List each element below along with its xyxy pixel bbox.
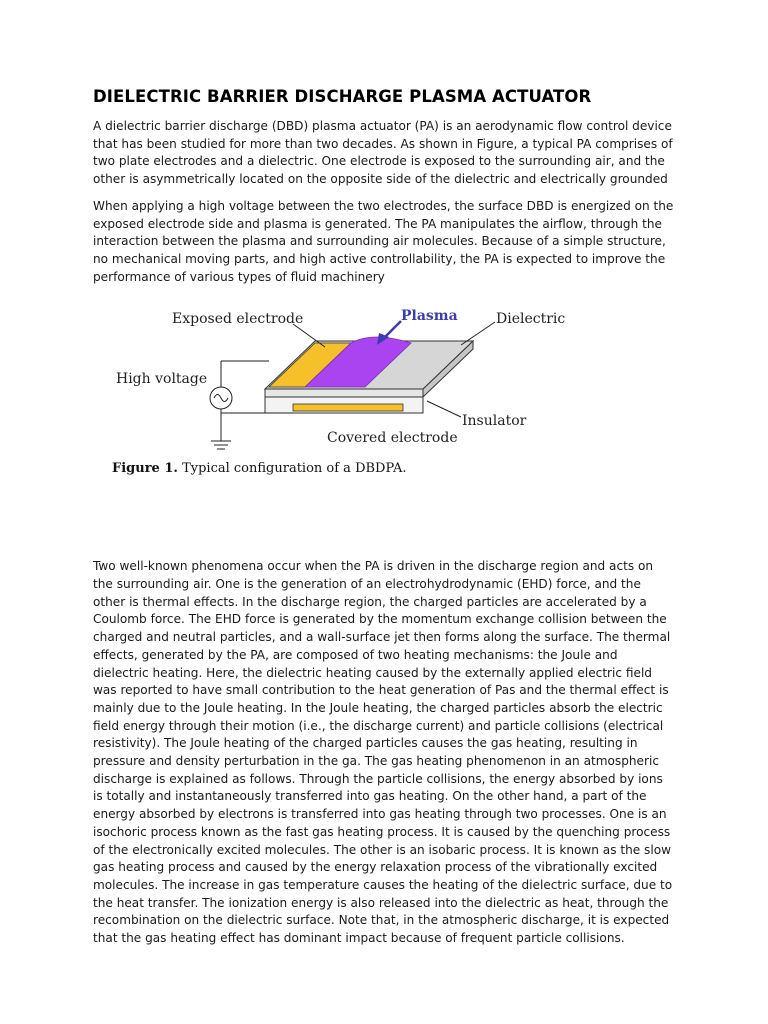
label-covered-electrode: Covered electrode	[327, 430, 458, 447]
label-high-voltage: High voltage	[116, 371, 208, 388]
figure-caption	[112, 461, 407, 476]
figure-caption-text: Typical configuration of a DBDPA.	[177, 461, 407, 477]
label-plasma: Plasma	[401, 308, 458, 325]
covered-electrode-shape	[293, 404, 403, 411]
paragraph-operation: When applying a high voltage between the two electrodes, the surface DBD is energized on the exposed electrode side and plasma is generated. The PA manipulates the airflow, through the interaction between the plasma and surrounding air molecules. Because of a simple structure, no mechanical moving parts, and high active controllability, the PA is expected to improve the performance of various types of fluid machinery	[93, 198, 674, 284]
figure-caption-label: Figure 1.	[112, 461, 178, 477]
document-title: DIELECTRIC BARRIER DISCHARGE PLASMA ACTUATOR	[93, 87, 592, 106]
dbd-figure	[93, 301, 675, 495]
label-exposed-electrode: Exposed electrode	[172, 311, 304, 328]
insulator-leader	[427, 401, 461, 417]
label-dielectric: Dielectric	[496, 311, 566, 328]
dielectric-leader	[461, 322, 495, 345]
dielectric-front-face	[265, 389, 423, 397]
document-page	[93, 86, 675, 948]
label-insulator: Insulator	[462, 413, 527, 430]
paragraph-intro: A dielectric barrier discharge (DBD) plasma actuator (PA) is an aerodynamic flow control device that has been studied for more than two decades. As shown in Figure, a typical PA comprises of two plate electrodes and a dielectric. One electrode is exposed to the surrounding air, and the other is asymmetrically located on the opposite side of the dielectric and electrically grounded	[93, 119, 673, 187]
exposed-electrode-leader	[293, 324, 325, 347]
paragraph-phenomena: Two well-known phenomena occur when the PA is driven in the discharge region and acts on the surrounding air. One is the generation of an electrohydrodynamic (EHD) force, and the other is thermal effects. In the discharge region, the charged particles are accelerated by a Coulomb force. The EHD force is generated by the momentum exchange collision between the charged and neutral particles, and a wall-surface jet then forms along the surface. The thermal effects, generated by the PA, are composed of two heating mechanisms: the Joule and dielectric heating. Here, the dielectric heating caused by the externally applied electric field was reported to have small contribution to the heat generation of Pas and the thermal effect is mainly due to the Joule heating. In the Joule heating, the charged particles absorb the electric field energy through their motion (i.e., the discharge current) and particle collisions (electrical resistivity). The Joule heating of the charged particles causes the gas heating, resulting in pressure and density perturbation in the ga. The gas heating phenomenon in an atmospheric discharge is explained as follows. Through the particle collisions, the energy absorbed by ions is totally and instantaneously transferred into gas heating. On the other hand, a part of the energy absorbed by electrons is transferred into gas heating through two processes. One is an isochoric process known as the fast gas heating process. It is caused by the quenching process of the electronically excited molecules. The other is an isobaric process. It is known as the slow gas heating process and caused by the energy relaxation process of the vibrationally excited molecules. The increase in gas temperature causes the heating of the dielectric surface, due to the heat transfer. The ionization energy is also released into the dielectric as heat, through the recombination on the dielectric surface. Note that, in the atmospheric discharge, it is expected that the gas heating effect has dominant impact because of frequent particle collisions.	[93, 559, 673, 946]
